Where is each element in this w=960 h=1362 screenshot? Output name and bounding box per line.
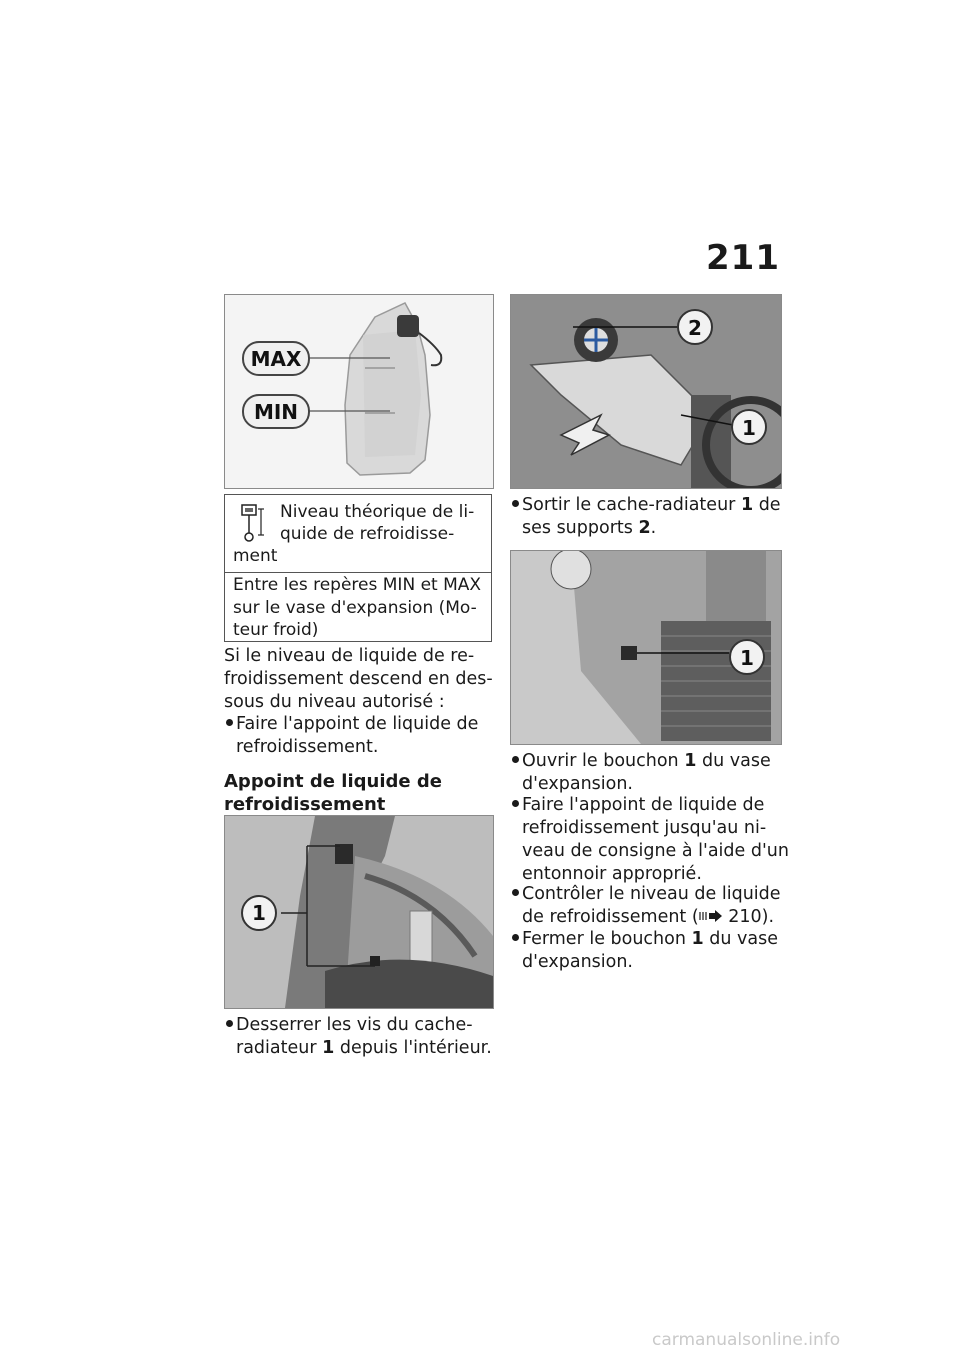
watermark: carmanualsonline.info [652, 1330, 841, 1350]
page-reference[interactable]: 210 [728, 907, 762, 927]
inner-screw-figure [224, 815, 494, 1009]
expansion-tank-cap-figure [510, 550, 782, 745]
coolant-tank-illustration [225, 295, 493, 488]
bullet-fill-line2: refroidissement jusqu'au ni- [522, 818, 767, 838]
text-span: radiateur [236, 1038, 317, 1058]
text-span: du vase [702, 751, 771, 771]
callout-2: 2 [688, 316, 702, 340]
callout-reference: 1 [740, 495, 754, 515]
page-number: 211 [706, 238, 780, 278]
callout-1: 1 [742, 416, 756, 440]
text-span: du vase [709, 929, 779, 949]
callout-reference: 2 [638, 518, 651, 538]
target-value-title-line2: quide de refroidisse- [280, 524, 455, 544]
target-value-box [224, 494, 492, 642]
expansion-tank-cap-photo [511, 551, 781, 744]
target-value-line2: sur le vase d'expansion (Mo- [233, 597, 477, 618]
bullet-fill-line1: Faire l'appoint de liquide de [522, 795, 765, 815]
callout-reference: 1 [691, 929, 704, 949]
text-span: de refroidissement ( [522, 907, 699, 927]
page-reference-arrow-icon [699, 909, 723, 923]
callout-reference: 1 [684, 751, 697, 771]
bullet-loosen-line2 [236, 1037, 492, 1060]
bullet-top-up-line1: Faire l'appoint de liquide de [236, 714, 479, 734]
max-label: MAX [250, 347, 302, 371]
text-span: ses supports [522, 518, 633, 538]
callout-reference: 1 [322, 1038, 335, 1058]
section-heading-line1: Appoint de liquide de [224, 771, 442, 792]
target-value-title-line3: ment [233, 546, 278, 566]
bullet-remove-cover-line1 [522, 494, 781, 517]
condition-line1: Si le niveau de liquide de re- [224, 646, 475, 666]
target-value-text [233, 574, 491, 642]
coolant-level-icon [239, 503, 267, 543]
target-value-title-line1: Niveau théorique de li- [280, 502, 475, 522]
bullet-fill-line3: veau de consigne à l'aide d'un [522, 841, 789, 861]
bullet-open-cap-line2: d'expansion. [522, 774, 633, 794]
text-span: Fermer le bouchon [522, 929, 686, 949]
target-value-header [225, 495, 491, 573]
coolant-tank-figure [224, 294, 494, 489]
bullet-dot [226, 1020, 233, 1027]
bullet-top-up-line2: refroidissement. [236, 737, 379, 757]
bullet-close-cap-line1 [522, 928, 778, 951]
bullet-dot [512, 800, 519, 807]
bullet-fill-line4: entonnoir approprié. [522, 864, 702, 884]
callout-1: 1 [252, 901, 266, 925]
bullet-dot [512, 500, 519, 507]
bullet-dot [512, 934, 519, 941]
section-heading-line2: refroidissement [224, 794, 386, 815]
text-span: de [758, 495, 781, 515]
bullet-check-level-line2 [522, 906, 774, 929]
bullet-remove-cover-line2 [522, 517, 656, 540]
text-span: depuis l'intérieur. [339, 1038, 492, 1058]
target-value-line1: Entre les repères MIN et MAX [233, 575, 482, 595]
text-span: ). [761, 907, 775, 927]
target-value-line3: teur froid) [233, 620, 319, 640]
condition-line3: sous du niveau autorisé : [224, 692, 445, 712]
min-label: MIN [253, 400, 299, 424]
inner-screw-photo [225, 816, 493, 1008]
text-span: . [650, 518, 657, 538]
bullet-check-level-line1: Contrôler le niveau de liquide [522, 884, 781, 904]
bullet-dot [512, 756, 519, 763]
bullet-dot [512, 889, 519, 896]
bullet-open-cap-line1 [522, 750, 771, 773]
bullet-close-cap-line2: d'expansion. [522, 952, 633, 972]
radiator-cover-figure [510, 294, 782, 489]
bullet-dot [226, 719, 233, 726]
text-span: Sortir le cache-radiateur [522, 495, 736, 515]
text-span: Ouvrir le bouchon [522, 751, 679, 771]
bullet-loosen-line1: Desserrer les vis du cache- [236, 1015, 473, 1035]
condition-line2: froidissement descend en des- [224, 669, 493, 689]
callout-1: 1 [740, 646, 754, 670]
radiator-cover-photo [511, 295, 781, 488]
